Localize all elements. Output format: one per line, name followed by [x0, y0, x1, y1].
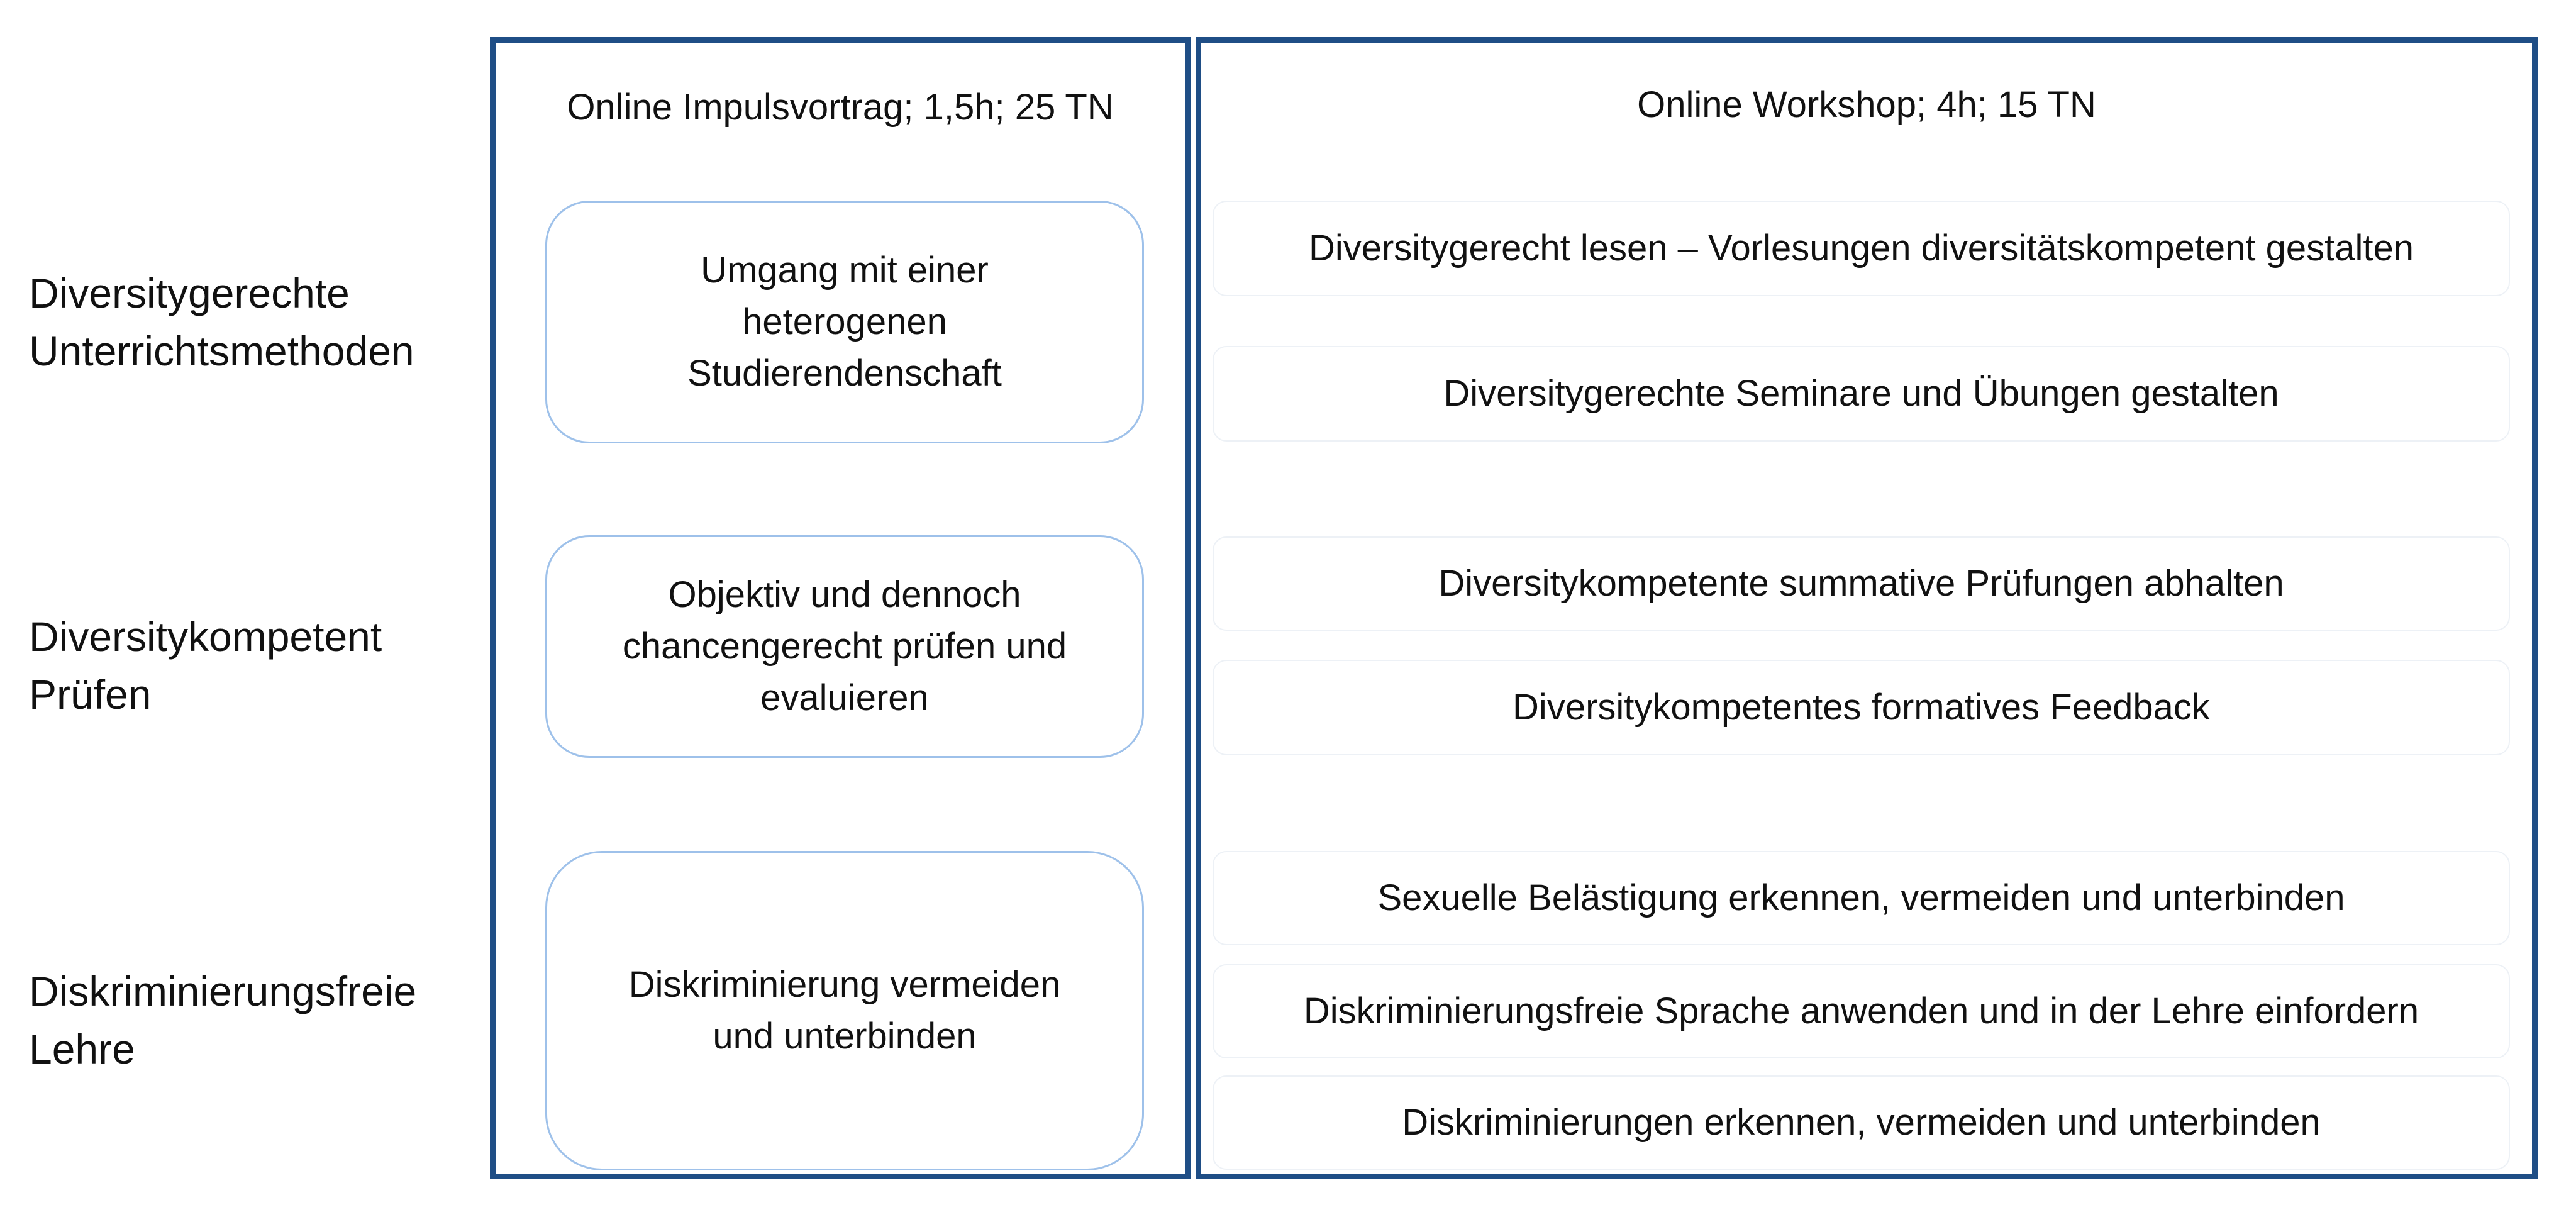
row-label-line: Diversitygerechte [29, 270, 350, 316]
impulse-topic-line: Studierendenschaft [687, 353, 1002, 394]
workshop-topic-summative-exams: Diversitykompetente summative Prüfungen abhalten [1213, 536, 2510, 631]
row-label-diskriminierungsfreie-lehre [29, 962, 416, 1078]
impulse-topic-line: Diskriminierung vermeiden [628, 964, 1061, 1005]
impulse-topic-text [629, 959, 1061, 1062]
row-label-diversitykompetent-pruefen [29, 608, 382, 723]
impulse-topic-line: heterogenen [742, 301, 947, 342]
impulse-topic-avoid-discrimination [545, 851, 1144, 1170]
impulse-topic-text [687, 245, 1002, 399]
workshop-topic-seminars: Diversitygerechte Seminare und Übungen gestalten [1213, 346, 2510, 442]
workshop-topic-lectures: Diversitygerecht lesen – Vorlesungen diversitätskompetent gestalten [1213, 201, 2510, 296]
workshop-topic-formative-feedback: Diversitykompetentes formatives Feedback [1213, 660, 2510, 755]
impulse-panel-header: Online Impulsvortrag; 1,5h; 25 TN [567, 87, 1114, 128]
row-label-diversitygerechte-unterrichtsmethoden [29, 264, 414, 380]
row-label-line: Unterrichtsmethoden [29, 328, 414, 374]
impulse-topic-text [623, 569, 1067, 724]
impulse-topic-line: evaluieren [760, 677, 929, 718]
workshop-topic-recognize-discrimination: Diskriminierungen erkennen, vermeiden und unterbinden [1213, 1075, 2510, 1170]
impulse-topic-line: Objektiv und dennoch [668, 574, 1021, 615]
row-label-line: Diskriminierungsfreie [29, 968, 417, 1014]
row-label-line: Diversitykompetent [29, 613, 382, 660]
impulse-topic-line: und unterbinden [713, 1016, 977, 1057]
impulse-topic-heterogeneous-students [545, 201, 1144, 443]
workshop-topic-sexual-harassment: Sexuelle Belästigung erkennen, vermeiden und unterbinden [1213, 851, 2510, 945]
impulse-topic-line: Umgang mit einer [701, 250, 989, 291]
workshop-topic-inclusive-language: Diskriminierungsfreie Sprache anwenden und in der Lehre einfordern [1213, 964, 2510, 1058]
impulse-topic-fair-assessment [545, 535, 1144, 758]
row-label-line: Lehre [29, 1026, 135, 1072]
row-label-line: Prüfen [29, 671, 152, 718]
workshop-panel-header: Online Workshop; 4h; 15 TN [1637, 84, 2096, 125]
impulse-topic-line: chancengerecht prüfen und [622, 626, 1067, 667]
